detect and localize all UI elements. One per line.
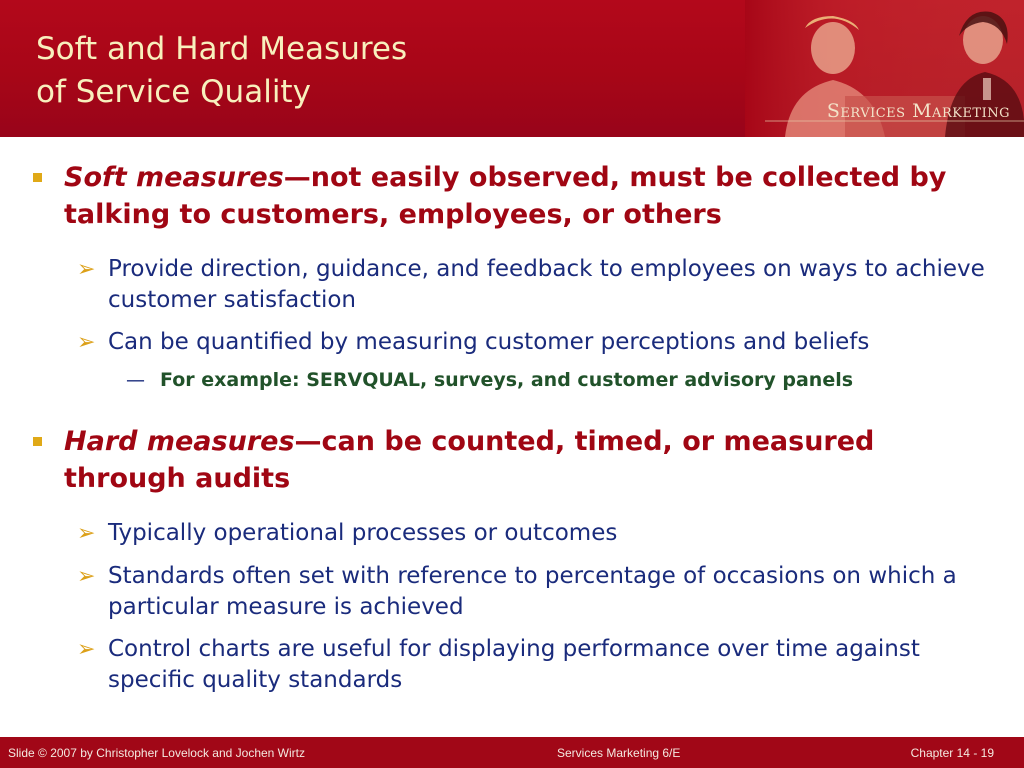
brand-logo-text: Services Marketing [826,100,1010,122]
arrow-bullet-icon: ➢ [77,521,96,546]
soft-example-item [126,367,980,394]
slide-title [36,28,407,114]
title-line-1: Soft and Hard Measures [36,31,408,67]
hard-sub-item-3 [77,634,988,696]
square-bullet-icon [33,437,42,446]
soft-measures-text: —not easily observed, must be collected by talking to customers, employees, or others [64,162,947,230]
footer-bar [0,737,1024,768]
soft-example-text: For example: SERVQUAL, surveys, and customer advisory panels [160,369,854,391]
hard-sub-item-1 [77,518,988,549]
hard-sub-item-2 [77,561,988,623]
soft-sub-item-1-text: Provide direction, guidance, and feedback to employees on ways to achieve customer satisfaction [108,256,985,313]
footer-slide-number: Chapter 14 - 19 [910,746,994,760]
footer-course: Services Marketing 6/E [557,746,681,760]
square-bullet-icon [33,173,42,182]
hard-sub-item-2-text: Standards often set with reference to percentage of occasions on which a particular measure is achieved [108,563,957,620]
footer-copyright: Slide © 2007 by Christopher Lovelock and Jochen Wirtz [8,746,305,760]
soft-measures-term: Soft measures [64,162,284,193]
soft-sub-item-1 [77,254,988,316]
hard-measures-bullet [64,423,994,497]
hard-measures-term: Hard measures [64,426,295,457]
arrow-bullet-icon: ➢ [77,564,96,589]
arrow-bullet-icon: ➢ [77,330,96,355]
header-banner [0,0,1024,137]
arrow-bullet-icon: ➢ [77,257,96,282]
title-line-2: of Service Quality [36,74,311,110]
soft-sub-item-2-text: Can be quantified by measuring customer perceptions and beliefs [108,329,870,355]
soft-measures-bullet [64,159,994,233]
slide-content [0,137,1024,737]
arrow-bullet-icon: ➢ [77,637,96,662]
hard-sub-item-3-text: Control charts are useful for displaying performance over time against specific quality standards [108,636,920,693]
hard-sub-item-1-text: Typically operational processes or outcomes [108,520,618,546]
soft-sub-item-2 [77,327,988,358]
dash-bullet-icon: — [126,369,145,391]
hard-measures-text: —can be counted, timed, or measured through audits [64,426,875,494]
